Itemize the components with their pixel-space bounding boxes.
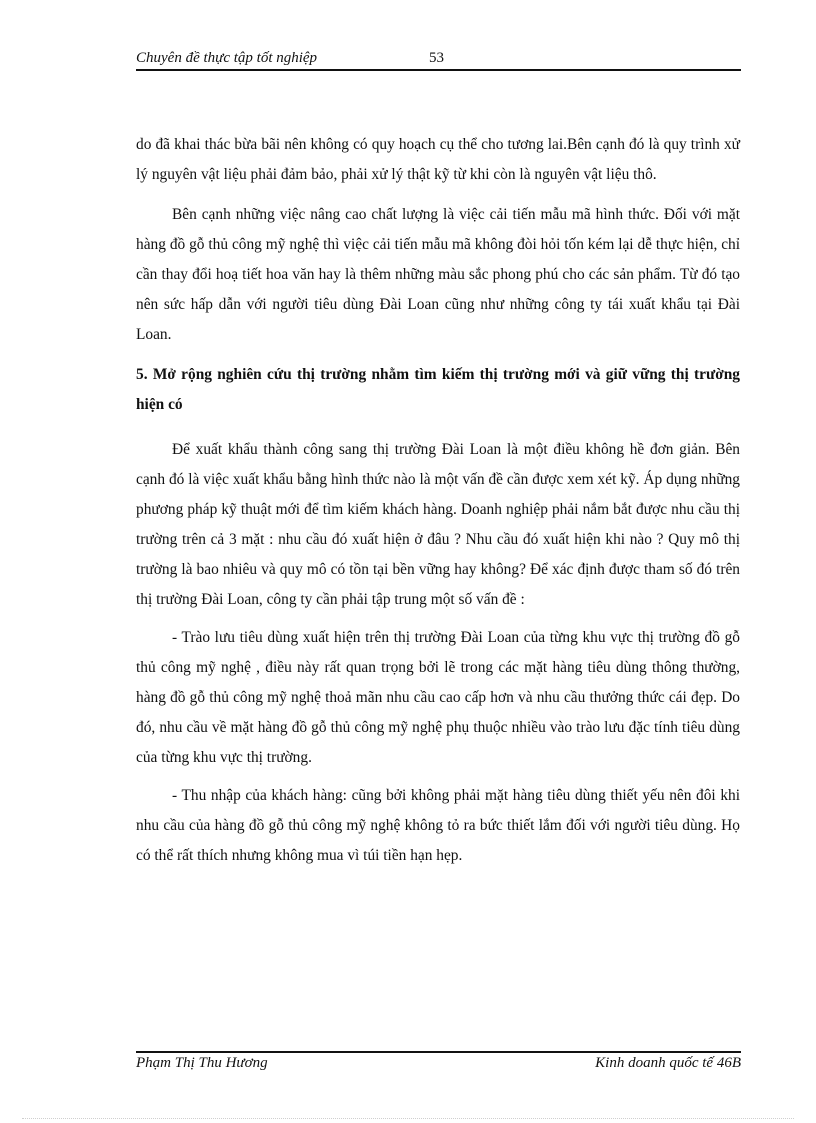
page-number: 53	[429, 50, 444, 66]
header-divider	[136, 69, 741, 71]
paragraph-continuation: do đã khai thác bừa bãi nên không có quy hoạch cụ thể cho tương lai.Bên cạnh đó là quy trình xử lý nguyên vật liệu phải đảm bảo, phải xử lý thật kỹ từ khi còn là nguyên vật liệu thô.	[136, 136, 740, 183]
page-footer	[136, 1055, 741, 1077]
paragraph-design-improvement: Bên cạnh những việc nâng cao chất lượng là việc cải tiến mẫu mã hình thức. Đối với mặt hàng đồ gỗ thủ công mỹ nghệ thì việc cải tiến mẫu mã không đòi hỏi tốn kém lại dễ thực hiện, chỉ cần thay đổi hoạ tiết hoa văn hay là thêm những màu sắc phong phú cho các sản phẩm. Từ đó tạo nên sức hấp dẫn với người tiêu dùng Đài Loan cũng như những công ty tái xuất khẩu tại Đài Loan.	[136, 206, 740, 343]
page-edge-line	[22, 1118, 794, 1119]
footer-divider	[136, 1051, 741, 1053]
document-body	[136, 130, 740, 871]
footer-course: Kinh doanh quốc tế 46B	[595, 1055, 741, 1071]
page-header	[136, 48, 741, 70]
section-heading: 5. Mở rộng nghiên cứu thị trường nhằm tìm kiếm thị trường mới và giữ vững thị trường hiện có	[136, 366, 740, 413]
paragraph-market-research: Để xuất khẩu thành công sang thị trường Đài Loan là một điều không hề đơn giản. Bên cạnh đó là việc xuất khẩu bằng hình thức nào là một vấn đề cần được xem xét kỹ. Áp dụng những phương pháp kỹ thuật mới để tìm kiếm khách hàng. Doanh nghiệp phải nắm bắt được nhu cầu thị trường trên cả 3 mặt : nhu cầu đó xuất hiện ở đâu ? Nhu cầu đó xuất hiện khi nào ? Quy mô thị trường là bao nhiêu và quy mô có tồn tại bền vững hay không? Để xác định được tham số đó trên thị trường Đài Loan, công ty cần phải tập trung một số vấn đề :	[136, 441, 740, 609]
bullet-customer-income: - Thu nhập của khách hàng: cũng bởi không phải mặt hàng tiêu dùng thiết yếu nên đôi khi nhu cầu của hàng đồ gỗ thủ công mỹ nghệ không tỏ ra bức thiết lắm đối với người tiêu dùng. Họ có thể rất thích nhưng không mua vì túi tiền hạn hẹp.	[136, 787, 740, 865]
header-title: Chuyên đề thực tập tốt nghiệp	[136, 50, 318, 66]
bullet-consumption-trend: - Trào lưu tiêu dùng xuất hiện trên thị trường Đài Loan của từng khu vực thị trường đồ gỗ thủ công mỹ nghệ , điều này rất quan trọng bởi lẽ trong các mặt hàng tiêu dùng thông thường, hàng đồ gỗ thủ công mỹ nghệ thoả mãn nhu cầu cao cấp hơn và nhu cầu thưởng thức cái đẹp. Do đó, nhu cầu về mặt hàng đồ gỗ thủ công mỹ nghệ phụ thuộc nhiều vào trào lưu đặc tính tiêu dùng của từng khu vực thị trường.	[136, 629, 740, 767]
footer-author: Phạm Thị Thu Hương	[136, 1055, 268, 1071]
